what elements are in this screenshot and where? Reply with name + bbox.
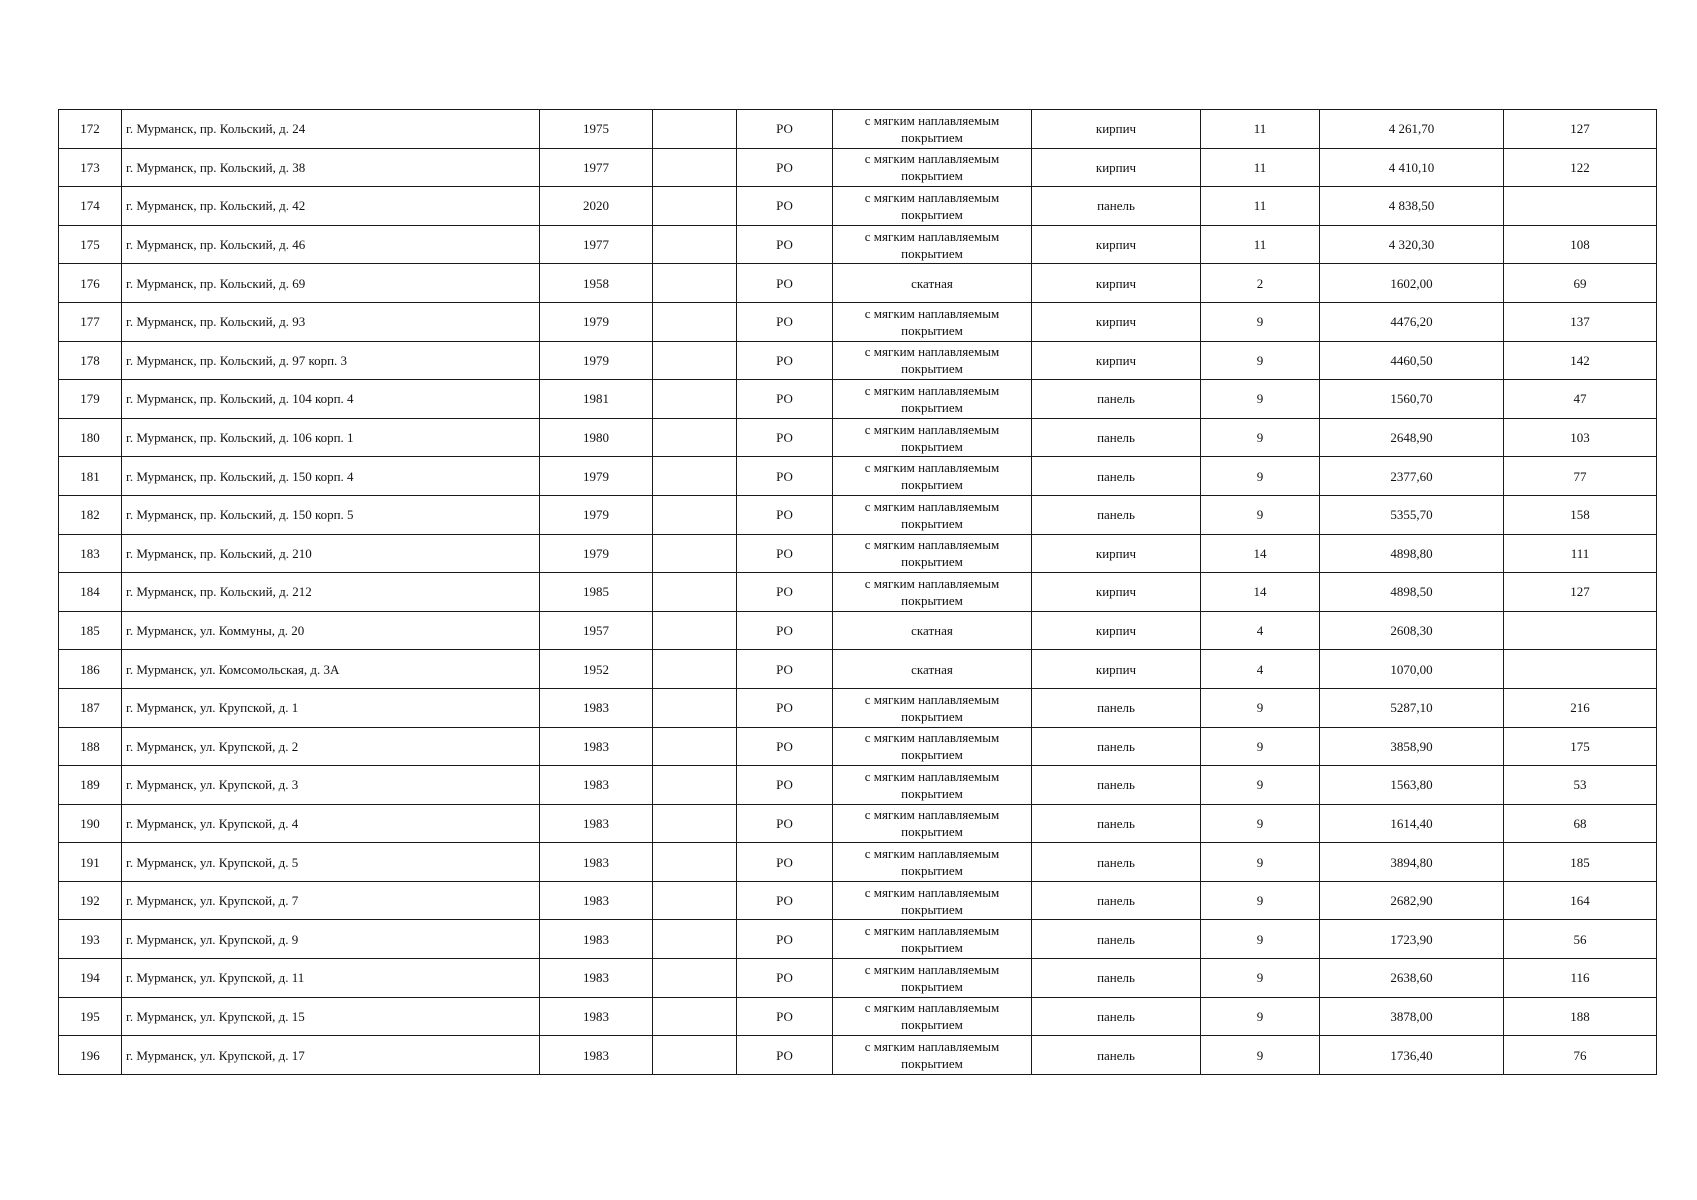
roof-type-cell: с мягким наплавляемым покрытием xyxy=(833,457,1032,496)
area-cell: 1614,40 xyxy=(1320,804,1504,843)
residents-cell: 53 xyxy=(1504,766,1657,805)
roof-type-cell: скатная xyxy=(833,611,1032,650)
floors-cell: 9 xyxy=(1201,766,1320,805)
empty-cell xyxy=(653,225,737,264)
build-year-cell: 1975 xyxy=(540,110,653,149)
fund-type-cell: РО xyxy=(737,534,833,573)
row-number-cell: 189 xyxy=(59,766,122,805)
empty-cell xyxy=(653,766,737,805)
roof-type-cell: с мягким наплавляемым покрытием xyxy=(833,804,1032,843)
area-cell: 4 410,10 xyxy=(1320,148,1504,187)
fund-type-cell: РО xyxy=(737,688,833,727)
area-cell: 2638,60 xyxy=(1320,959,1504,998)
residents-cell: 127 xyxy=(1504,110,1657,149)
area-cell: 1560,70 xyxy=(1320,380,1504,419)
table-row xyxy=(59,148,1657,187)
area-cell: 1602,00 xyxy=(1320,264,1504,303)
empty-cell xyxy=(653,650,737,689)
wall-material-cell: панель xyxy=(1032,688,1201,727)
residents-cell: 175 xyxy=(1504,727,1657,766)
floors-cell: 14 xyxy=(1201,573,1320,612)
empty-cell xyxy=(653,611,737,650)
area-cell: 4898,50 xyxy=(1320,573,1504,612)
area-cell: 4460,50 xyxy=(1320,341,1504,380)
residents-cell: 122 xyxy=(1504,148,1657,187)
residents-cell xyxy=(1504,650,1657,689)
wall-material-cell: панель xyxy=(1032,495,1201,534)
area-cell: 1563,80 xyxy=(1320,766,1504,805)
table-row xyxy=(59,110,1657,149)
wall-material-cell: панель xyxy=(1032,959,1201,998)
roof-type-cell: с мягким наплавляемым покрытием xyxy=(833,534,1032,573)
residents-cell: 142 xyxy=(1504,341,1657,380)
row-number-cell: 176 xyxy=(59,264,122,303)
residents-cell: 137 xyxy=(1504,302,1657,341)
empty-cell xyxy=(653,804,737,843)
area-cell: 3878,00 xyxy=(1320,997,1504,1036)
area-cell: 4 838,50 xyxy=(1320,187,1504,226)
empty-cell xyxy=(653,881,737,920)
address-cell: г. Мурманск, пр. Кольский, д. 106 корп. 1 xyxy=(122,418,540,457)
roof-type-cell: с мягким наплавляемым покрытием xyxy=(833,1036,1032,1075)
roof-type-cell: с мягким наплавляемым покрытием xyxy=(833,688,1032,727)
build-year-cell: 1977 xyxy=(540,225,653,264)
table-row xyxy=(59,534,1657,573)
build-year-cell: 1983 xyxy=(540,881,653,920)
table-row xyxy=(59,573,1657,612)
table-row xyxy=(59,804,1657,843)
fund-type-cell: РО xyxy=(737,920,833,959)
floors-cell: 9 xyxy=(1201,727,1320,766)
roof-type-cell: с мягким наплавляемым покрытием xyxy=(833,727,1032,766)
build-year-cell: 1979 xyxy=(540,302,653,341)
floors-cell: 9 xyxy=(1201,804,1320,843)
floors-cell: 9 xyxy=(1201,495,1320,534)
address-cell: г. Мурманск, пр. Кольский, д. 150 корп. 5 xyxy=(122,495,540,534)
floors-cell: 9 xyxy=(1201,881,1320,920)
fund-type-cell: РО xyxy=(737,341,833,380)
area-cell: 4476,20 xyxy=(1320,302,1504,341)
residents-cell: 216 xyxy=(1504,688,1657,727)
address-cell: г. Мурманск, ул. Крупской, д. 9 xyxy=(122,920,540,959)
fund-type-cell: РО xyxy=(737,110,833,149)
wall-material-cell: панель xyxy=(1032,418,1201,457)
table-row xyxy=(59,611,1657,650)
wall-material-cell: кирпич xyxy=(1032,302,1201,341)
table-row xyxy=(59,380,1657,419)
row-number-cell: 174 xyxy=(59,187,122,226)
roof-type-cell: с мягким наплавляемым покрытием xyxy=(833,302,1032,341)
build-year-cell: 1983 xyxy=(540,727,653,766)
residents-cell: 185 xyxy=(1504,843,1657,882)
address-cell: г. Мурманск, ул. Коммуны, д. 20 xyxy=(122,611,540,650)
wall-material-cell: кирпич xyxy=(1032,534,1201,573)
wall-material-cell: кирпич xyxy=(1032,225,1201,264)
empty-cell xyxy=(653,1036,737,1075)
area-cell: 2608,30 xyxy=(1320,611,1504,650)
wall-material-cell: панель xyxy=(1032,997,1201,1036)
fund-type-cell: РО xyxy=(737,959,833,998)
area-cell: 1070,00 xyxy=(1320,650,1504,689)
table-row xyxy=(59,225,1657,264)
build-year-cell: 1983 xyxy=(540,766,653,805)
wall-material-cell: панель xyxy=(1032,881,1201,920)
build-year-cell: 1981 xyxy=(540,380,653,419)
table-row xyxy=(59,843,1657,882)
table-row xyxy=(59,418,1657,457)
area-cell: 1736,40 xyxy=(1320,1036,1504,1075)
area-cell: 2682,90 xyxy=(1320,881,1504,920)
empty-cell xyxy=(653,534,737,573)
build-year-cell: 1979 xyxy=(540,495,653,534)
build-year-cell: 1983 xyxy=(540,959,653,998)
residents-cell: 68 xyxy=(1504,804,1657,843)
wall-material-cell: кирпич xyxy=(1032,264,1201,303)
row-number-cell: 173 xyxy=(59,148,122,187)
floors-cell: 9 xyxy=(1201,418,1320,457)
row-number-cell: 185 xyxy=(59,611,122,650)
fund-type-cell: РО xyxy=(737,457,833,496)
address-cell: г. Мурманск, пр. Кольский, д. 212 xyxy=(122,573,540,612)
build-year-cell: 2020 xyxy=(540,187,653,226)
build-year-cell: 1952 xyxy=(540,650,653,689)
empty-cell xyxy=(653,341,737,380)
row-number-cell: 190 xyxy=(59,804,122,843)
address-cell: г. Мурманск, ул. Крупской, д. 11 xyxy=(122,959,540,998)
area-cell: 2377,60 xyxy=(1320,457,1504,496)
row-number-cell: 186 xyxy=(59,650,122,689)
roof-type-cell: с мягким наплавляемым покрытием xyxy=(833,959,1032,998)
empty-cell xyxy=(653,573,737,612)
fund-type-cell: РО xyxy=(737,1036,833,1075)
build-year-cell: 1983 xyxy=(540,843,653,882)
residents-cell: 108 xyxy=(1504,225,1657,264)
address-cell: г. Мурманск, пр. Кольский, д. 24 xyxy=(122,110,540,149)
empty-cell xyxy=(653,148,737,187)
floors-cell: 4 xyxy=(1201,611,1320,650)
residents-cell: 164 xyxy=(1504,881,1657,920)
address-cell: г. Мурманск, ул. Крупской, д. 4 xyxy=(122,804,540,843)
address-cell: г. Мурманск, ул. Крупской, д. 7 xyxy=(122,881,540,920)
wall-material-cell: кирпич xyxy=(1032,573,1201,612)
build-year-cell: 1980 xyxy=(540,418,653,457)
row-number-cell: 181 xyxy=(59,457,122,496)
wall-material-cell: панель xyxy=(1032,380,1201,419)
address-cell: г. Мурманск, ул. Крупской, д. 15 xyxy=(122,997,540,1036)
roof-type-cell: с мягким наплавляемым покрытием xyxy=(833,881,1032,920)
build-year-cell: 1958 xyxy=(540,264,653,303)
build-year-cell: 1979 xyxy=(540,534,653,573)
fund-type-cell: РО xyxy=(737,225,833,264)
fund-type-cell: РО xyxy=(737,302,833,341)
row-number-cell: 172 xyxy=(59,110,122,149)
registry-body xyxy=(59,110,1657,1075)
address-cell: г. Мурманск, пр. Кольский, д. 69 xyxy=(122,264,540,303)
row-number-cell: 179 xyxy=(59,380,122,419)
floors-cell: 9 xyxy=(1201,302,1320,341)
residents-cell: 111 xyxy=(1504,534,1657,573)
roof-type-cell: с мягким наплавляемым покрытием xyxy=(833,573,1032,612)
roof-type-cell: с мягким наплавляемым покрытием xyxy=(833,766,1032,805)
fund-type-cell: РО xyxy=(737,881,833,920)
empty-cell xyxy=(653,457,737,496)
table-row xyxy=(59,920,1657,959)
address-cell: г. Мурманск, ул. Крупской, д. 1 xyxy=(122,688,540,727)
floors-cell: 11 xyxy=(1201,110,1320,149)
address-cell: г. Мурманск, ул. Крупской, д. 3 xyxy=(122,766,540,805)
floors-cell: 4 xyxy=(1201,650,1320,689)
row-number-cell: 182 xyxy=(59,495,122,534)
row-number-cell: 195 xyxy=(59,997,122,1036)
floors-cell: 9 xyxy=(1201,688,1320,727)
table-row xyxy=(59,959,1657,998)
wall-material-cell: панель xyxy=(1032,920,1201,959)
roof-type-cell: с мягким наплавляемым покрытием xyxy=(833,495,1032,534)
floors-cell: 9 xyxy=(1201,341,1320,380)
wall-material-cell: кирпич xyxy=(1032,611,1201,650)
residents-cell: 56 xyxy=(1504,920,1657,959)
build-year-cell: 1957 xyxy=(540,611,653,650)
floors-cell: 11 xyxy=(1201,225,1320,264)
row-number-cell: 180 xyxy=(59,418,122,457)
address-cell: г. Мурманск, пр. Кольский, д. 93 xyxy=(122,302,540,341)
build-year-cell: 1983 xyxy=(540,804,653,843)
residents-cell: 103 xyxy=(1504,418,1657,457)
fund-type-cell: РО xyxy=(737,418,833,457)
build-year-cell: 1979 xyxy=(540,457,653,496)
fund-type-cell: РО xyxy=(737,495,833,534)
row-number-cell: 177 xyxy=(59,302,122,341)
residents-cell xyxy=(1504,187,1657,226)
area-cell: 5287,10 xyxy=(1320,688,1504,727)
empty-cell xyxy=(653,302,737,341)
row-number-cell: 193 xyxy=(59,920,122,959)
table-row xyxy=(59,727,1657,766)
roof-type-cell: с мягким наплавляемым покрытием xyxy=(833,997,1032,1036)
fund-type-cell: РО xyxy=(737,997,833,1036)
address-cell: г. Мурманск, пр. Кольский, д. 46 xyxy=(122,225,540,264)
table-row xyxy=(59,650,1657,689)
fund-type-cell: РО xyxy=(737,148,833,187)
floors-cell: 11 xyxy=(1201,148,1320,187)
wall-material-cell: кирпич xyxy=(1032,341,1201,380)
table-row xyxy=(59,688,1657,727)
table-row xyxy=(59,766,1657,805)
table-row xyxy=(59,1036,1657,1075)
empty-cell xyxy=(653,997,737,1036)
row-number-cell: 183 xyxy=(59,534,122,573)
row-number-cell: 196 xyxy=(59,1036,122,1075)
residents-cell: 116 xyxy=(1504,959,1657,998)
housing-registry-table xyxy=(58,109,1657,1075)
residents-cell: 76 xyxy=(1504,1036,1657,1075)
residents-cell: 188 xyxy=(1504,997,1657,1036)
wall-material-cell: панель xyxy=(1032,843,1201,882)
table-row xyxy=(59,457,1657,496)
residents-cell: 69 xyxy=(1504,264,1657,303)
empty-cell xyxy=(653,418,737,457)
fund-type-cell: РО xyxy=(737,804,833,843)
empty-cell xyxy=(653,380,737,419)
wall-material-cell: кирпич xyxy=(1032,148,1201,187)
wall-material-cell: панель xyxy=(1032,187,1201,226)
floors-cell: 2 xyxy=(1201,264,1320,303)
roof-type-cell: с мягким наплавляемым покрытием xyxy=(833,341,1032,380)
fund-type-cell: РО xyxy=(737,187,833,226)
build-year-cell: 1979 xyxy=(540,341,653,380)
build-year-cell: 1983 xyxy=(540,920,653,959)
table-row xyxy=(59,495,1657,534)
roof-type-cell: с мягким наплавляемым покрытием xyxy=(833,148,1032,187)
floors-cell: 9 xyxy=(1201,457,1320,496)
wall-material-cell: панель xyxy=(1032,457,1201,496)
build-year-cell: 1983 xyxy=(540,997,653,1036)
empty-cell xyxy=(653,843,737,882)
empty-cell xyxy=(653,688,737,727)
empty-cell xyxy=(653,920,737,959)
floors-cell: 9 xyxy=(1201,997,1320,1036)
residents-cell: 47 xyxy=(1504,380,1657,419)
residents-cell: 77 xyxy=(1504,457,1657,496)
row-number-cell: 178 xyxy=(59,341,122,380)
area-cell: 3858,90 xyxy=(1320,727,1504,766)
roof-type-cell: с мягким наплавляемым покрытием xyxy=(833,920,1032,959)
row-number-cell: 184 xyxy=(59,573,122,612)
address-cell: г. Мурманск, ул. Комсомольская, д. 3А xyxy=(122,650,540,689)
area-cell: 4 320,30 xyxy=(1320,225,1504,264)
build-year-cell: 1983 xyxy=(540,1036,653,1075)
row-number-cell: 194 xyxy=(59,959,122,998)
fund-type-cell: РО xyxy=(737,843,833,882)
empty-cell xyxy=(653,187,737,226)
address-cell: г. Мурманск, ул. Крупской, д. 17 xyxy=(122,1036,540,1075)
empty-cell xyxy=(653,264,737,303)
floors-cell: 9 xyxy=(1201,959,1320,998)
wall-material-cell: панель xyxy=(1032,804,1201,843)
roof-type-cell: с мягким наплавляемым покрытием xyxy=(833,225,1032,264)
address-cell: г. Мурманск, пр. Кольский, д. 42 xyxy=(122,187,540,226)
wall-material-cell: кирпич xyxy=(1032,650,1201,689)
build-year-cell: 1983 xyxy=(540,688,653,727)
address-cell: г. Мурманск, ул. Крупской, д. 5 xyxy=(122,843,540,882)
roof-type-cell: с мягким наплавляемым покрытием xyxy=(833,843,1032,882)
area-cell: 4 261,70 xyxy=(1320,110,1504,149)
row-number-cell: 191 xyxy=(59,843,122,882)
table-row xyxy=(59,881,1657,920)
floors-cell: 11 xyxy=(1201,187,1320,226)
address-cell: г. Мурманск, пр. Кольский, д. 38 xyxy=(122,148,540,187)
fund-type-cell: РО xyxy=(737,766,833,805)
empty-cell xyxy=(653,959,737,998)
table-row xyxy=(59,264,1657,303)
roof-type-cell: с мягким наплавляемым покрытием xyxy=(833,110,1032,149)
residents-cell xyxy=(1504,611,1657,650)
roof-type-cell: скатная xyxy=(833,650,1032,689)
build-year-cell: 1977 xyxy=(540,148,653,187)
wall-material-cell: панель xyxy=(1032,727,1201,766)
fund-type-cell: РО xyxy=(737,727,833,766)
fund-type-cell: РО xyxy=(737,611,833,650)
floors-cell: 9 xyxy=(1201,920,1320,959)
table-row xyxy=(59,302,1657,341)
area-cell: 1723,90 xyxy=(1320,920,1504,959)
empty-cell xyxy=(653,110,737,149)
floors-cell: 9 xyxy=(1201,843,1320,882)
floors-cell: 9 xyxy=(1201,1036,1320,1075)
roof-type-cell: с мягким наплавляемым покрытием xyxy=(833,380,1032,419)
floors-cell: 14 xyxy=(1201,534,1320,573)
address-cell: г. Мурманск, пр. Кольский, д. 97 корп. 3 xyxy=(122,341,540,380)
floors-cell: 9 xyxy=(1201,380,1320,419)
area-cell: 2648,90 xyxy=(1320,418,1504,457)
wall-material-cell: панель xyxy=(1032,1036,1201,1075)
area-cell: 3894,80 xyxy=(1320,843,1504,882)
empty-cell xyxy=(653,495,737,534)
fund-type-cell: РО xyxy=(737,650,833,689)
address-cell: г. Мурманск, пр. Кольский, д. 150 корп. 4 xyxy=(122,457,540,496)
wall-material-cell: панель xyxy=(1032,766,1201,805)
empty-cell xyxy=(653,727,737,766)
address-cell: г. Мурманск, пр. Кольский, д. 210 xyxy=(122,534,540,573)
table-row xyxy=(59,341,1657,380)
roof-type-cell: скатная xyxy=(833,264,1032,303)
table-row xyxy=(59,187,1657,226)
row-number-cell: 187 xyxy=(59,688,122,727)
address-cell: г. Мурманск, пр. Кольский, д. 104 корп. 4 xyxy=(122,380,540,419)
residents-cell: 158 xyxy=(1504,495,1657,534)
fund-type-cell: РО xyxy=(737,264,833,303)
fund-type-cell: РО xyxy=(737,573,833,612)
residents-cell: 127 xyxy=(1504,573,1657,612)
fund-type-cell: РО xyxy=(737,380,833,419)
table-row xyxy=(59,997,1657,1036)
roof-type-cell: с мягким наплавляемым покрытием xyxy=(833,418,1032,457)
address-cell: г. Мурманск, ул. Крупской, д. 2 xyxy=(122,727,540,766)
row-number-cell: 188 xyxy=(59,727,122,766)
wall-material-cell: кирпич xyxy=(1032,110,1201,149)
roof-type-cell: с мягким наплавляемым покрытием xyxy=(833,187,1032,226)
row-number-cell: 192 xyxy=(59,881,122,920)
row-number-cell: 175 xyxy=(59,225,122,264)
build-year-cell: 1985 xyxy=(540,573,653,612)
area-cell: 5355,70 xyxy=(1320,495,1504,534)
area-cell: 4898,80 xyxy=(1320,534,1504,573)
